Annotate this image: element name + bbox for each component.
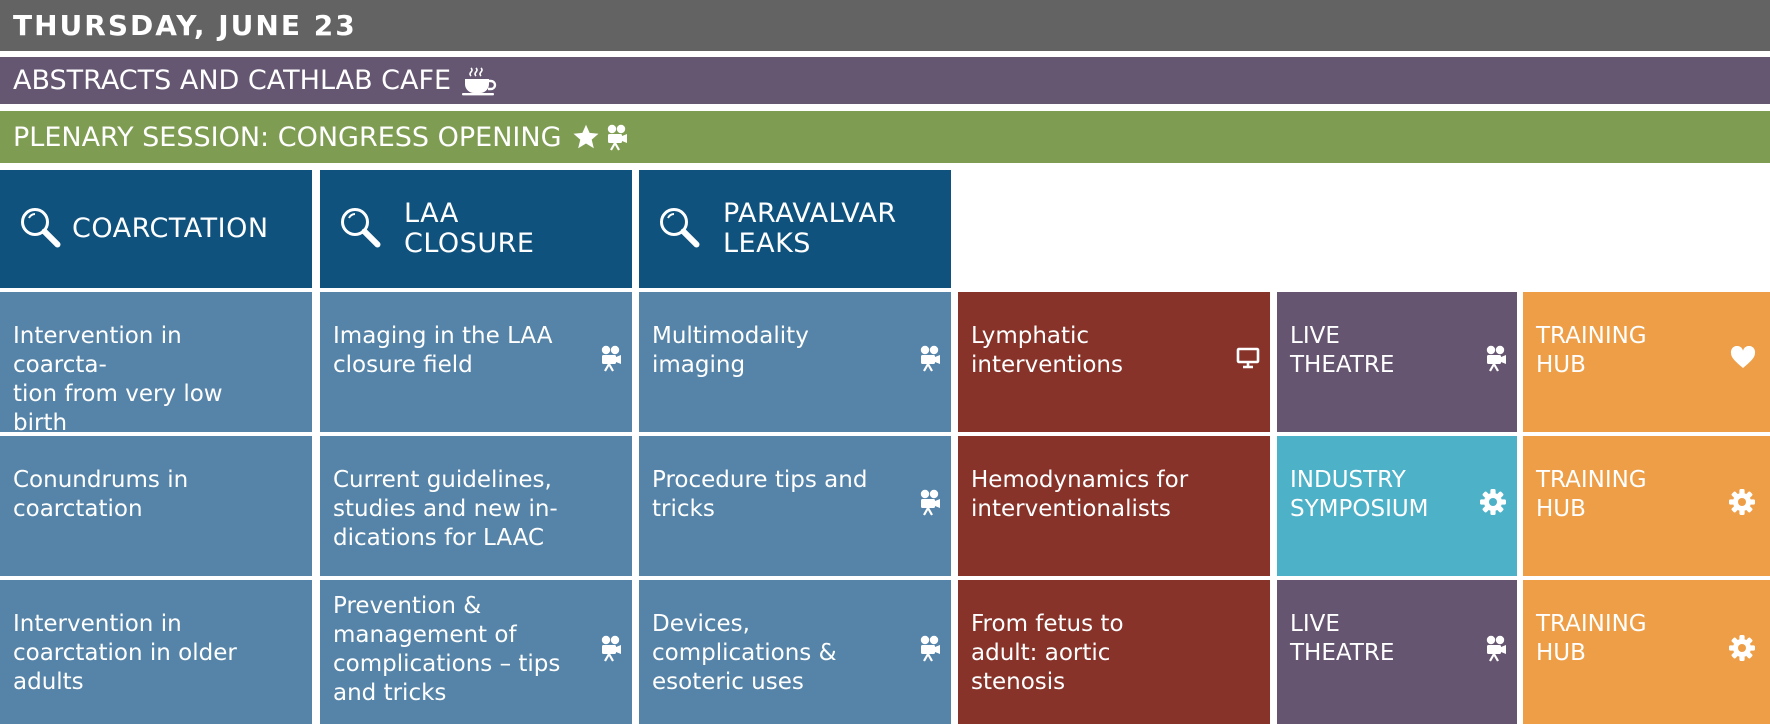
video-camera-icon — [919, 344, 941, 380]
session-cell[interactable] — [639, 292, 951, 432]
session-line: Devices, — [652, 611, 750, 637]
video-camera-icon — [600, 344, 622, 380]
session-line: studies and new in- — [333, 496, 558, 522]
session-line: interventions — [971, 352, 1123, 378]
session-line: Intervention in — [13, 611, 182, 637]
session-line: THEATRE — [1290, 640, 1395, 666]
session-line: From fetus to — [971, 611, 1124, 637]
session-line: complications – tips — [333, 651, 561, 677]
session-cell[interactable] — [639, 580, 951, 724]
session-line: LIVE — [1290, 611, 1340, 637]
session-line: Current guidelines, — [333, 467, 552, 493]
session-cell[interactable] — [320, 580, 632, 724]
heart-icon — [1730, 346, 1756, 378]
session-cell[interactable] — [958, 580, 1270, 724]
session-cell[interactable] — [958, 436, 1270, 576]
session-line: Intervention in coarcta- — [13, 323, 182, 378]
track-header-coarctation[interactable] — [0, 170, 312, 288]
session-line: Conundrums in — [13, 467, 189, 493]
track-title-line: PARAVALVAR — [723, 198, 897, 229]
track-header-paravalvar-leaks[interactable] — [639, 170, 951, 288]
monitor-icon — [1236, 347, 1260, 377]
session-line: dications for LAAC — [333, 525, 545, 551]
live-theatre-cell[interactable] — [1277, 292, 1517, 432]
live-theatre-cell[interactable] — [1277, 580, 1517, 724]
session-line: closure field — [333, 352, 473, 378]
video-camera-icon — [1485, 634, 1507, 670]
cafe-label: ABSTRACTS AND CATHLAB CAFE — [13, 65, 452, 96]
date-bar — [0, 0, 1770, 51]
industry-symposium-cell[interactable] — [1277, 436, 1517, 576]
session-line: TRAINING — [1536, 611, 1647, 637]
session-line: complications & — [652, 640, 837, 666]
date-label: THURSDAY, JUNE 23 — [13, 9, 357, 42]
training-hub-cell[interactable] — [1523, 292, 1770, 432]
magnifier-icon — [338, 205, 382, 253]
session-line: LIVE — [1290, 323, 1340, 349]
session-line: Lymphatic — [971, 323, 1090, 349]
video-camera-icon — [919, 634, 941, 670]
session-line: HUB — [1536, 352, 1586, 378]
session-line: Procedure tips and — [652, 467, 868, 493]
session-cell[interactable] — [0, 292, 312, 436]
session-line: TRAINING — [1536, 467, 1647, 493]
session-line: coarctation in older — [13, 640, 237, 666]
session-line: esoteric uses — [652, 669, 804, 695]
video-camera-icon — [606, 123, 628, 151]
star-icon — [572, 123, 600, 151]
video-camera-icon — [919, 488, 941, 524]
session-line: and tricks — [333, 680, 447, 706]
session-line: Hemodynamics for — [971, 467, 1189, 493]
session-line: Prevention & — [333, 593, 482, 619]
session-line: HUB — [1536, 496, 1586, 522]
session-line: coarctation — [13, 496, 143, 522]
track-title-line: LEAKS — [723, 228, 811, 259]
session-line: Multimodality — [652, 323, 809, 349]
session-line: tion from very low birth — [13, 381, 223, 436]
magnifier-icon — [18, 205, 62, 253]
abstracts-cafe-bar[interactable] — [0, 57, 1770, 104]
track-header-laa-closure[interactable] — [320, 170, 632, 288]
video-camera-icon — [1485, 344, 1507, 380]
session-line: THEATRE — [1290, 352, 1395, 378]
track-title-line: CLOSURE — [404, 228, 535, 259]
plenary-label: PLENARY SESSION: CONGRESS OPENING — [13, 121, 562, 153]
gear-icon — [1728, 634, 1756, 670]
gear-icon — [1728, 488, 1756, 524]
session-cell[interactable] — [320, 436, 632, 576]
track-title-line: COARCTATION — [72, 213, 269, 244]
session-line: interventionalists — [971, 496, 1171, 522]
session-cell[interactable] — [958, 292, 1270, 432]
session-line: HUB — [1536, 640, 1586, 666]
session-line: TRAINING — [1536, 323, 1647, 349]
session-line: adults — [13, 669, 84, 695]
track-title-line: LAA — [404, 198, 459, 229]
session-line: INDUSTRY — [1290, 467, 1406, 493]
session-line: Imaging in the LAA — [333, 323, 553, 349]
session-line: imaging — [652, 352, 746, 378]
session-cell[interactable] — [320, 292, 632, 432]
training-hub-cell[interactable] — [1523, 580, 1770, 724]
gear-icon — [1479, 488, 1507, 524]
session-line: SYMPOSIUM — [1290, 496, 1429, 522]
session-line: stenosis — [971, 669, 1066, 695]
training-hub-cell[interactable] — [1523, 436, 1770, 576]
magnifier-icon — [657, 205, 701, 253]
plenary-session-bar[interactable] — [0, 111, 1770, 163]
coffee-cup-icon — [461, 66, 497, 96]
session-line: adult: aortic — [971, 640, 1111, 666]
video-camera-icon — [600, 634, 622, 670]
session-cell[interactable] — [0, 580, 312, 724]
session-cell[interactable] — [0, 436, 312, 576]
session-cell[interactable] — [639, 436, 951, 576]
session-line: tricks — [652, 496, 715, 522]
session-line: management of — [333, 622, 517, 648]
